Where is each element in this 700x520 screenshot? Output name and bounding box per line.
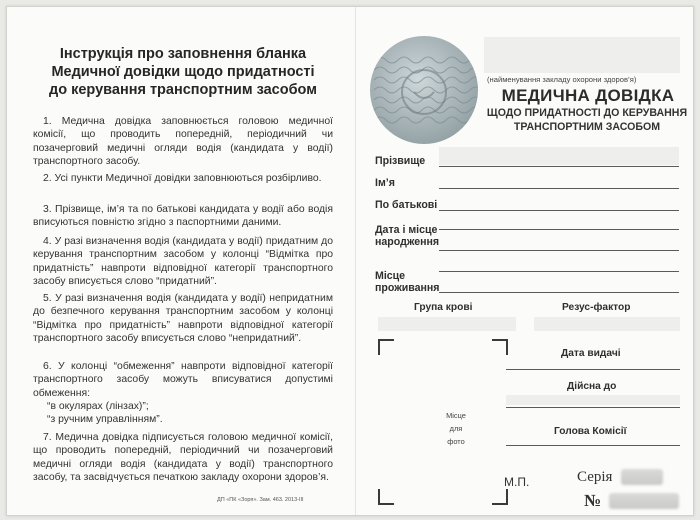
blood-group-label: Група крові bbox=[414, 302, 473, 313]
certificate-subtitle-line-2: ТРАНСПОРТНИМ ЗАСОБОМ bbox=[513, 121, 661, 133]
issue-date-label: Дата видачі bbox=[561, 348, 621, 359]
series-label: Серія bbox=[577, 469, 613, 485]
commission-head-line[interactable] bbox=[506, 445, 680, 446]
surname-field[interactable] bbox=[439, 147, 679, 165]
issue-date-line[interactable] bbox=[506, 369, 680, 370]
instruction-item-6: 6. У колонці “обмеження” навпроти відповідної категорії транспортного засобу можуть вписуватися допустимі обмеження: bbox=[33, 361, 333, 399]
photo-corner-top-left bbox=[378, 339, 394, 355]
name-field-line[interactable] bbox=[439, 188, 679, 189]
surname-underline bbox=[439, 166, 679, 167]
instruction-item-1: 1. Медична довідка заповнюється головою медичної комісії, що проводить попередній, періодичний чи позачерговий медичні огляди водія (кандидата у водії) транспортного засобу. bbox=[33, 116, 333, 168]
photo-placeholder-line-3: фото bbox=[447, 437, 465, 446]
instructions-page bbox=[7, 7, 355, 515]
instructions-title-line-3: до керування транспортним засобом bbox=[49, 82, 317, 98]
rh-factor-field[interactable] bbox=[534, 317, 680, 331]
stamp-place-label: М.П. bbox=[504, 475, 530, 489]
residence-label-line-1: Місце bbox=[375, 270, 406, 282]
medical-certificate-form bbox=[6, 6, 694, 516]
rh-factor-label: Резус-фактор bbox=[562, 302, 631, 313]
photo-placeholder-line-1: Місце bbox=[446, 411, 466, 420]
printer-note: ДП «ПК «Зоря». Зам. 463. 2013-ІІІ bbox=[217, 497, 304, 503]
patronymic-label: По батькові bbox=[375, 199, 438, 211]
residence-field-line-1[interactable] bbox=[439, 271, 679, 272]
name-label: Ім’я bbox=[375, 177, 395, 189]
number-label: № bbox=[584, 491, 602, 510]
restriction-manual-control: “з ручним управлінням”. bbox=[47, 414, 163, 425]
birth-field-line-2[interactable] bbox=[439, 250, 679, 251]
valid-until-line bbox=[506, 407, 680, 408]
instructions-title-line-2: Медичної довідки щодо придатності bbox=[51, 64, 315, 80]
instructions-title-line-1: Інструкція про заповнення бланка bbox=[59, 46, 307, 62]
residence-field-line-2[interactable] bbox=[439, 292, 679, 293]
series-value-redacted bbox=[621, 469, 663, 485]
hologram-seal-icon bbox=[370, 36, 478, 144]
birth-date-place-label-line-2: народження bbox=[375, 236, 440, 248]
patronymic-field-line[interactable] bbox=[439, 210, 679, 211]
certificate-title: МЕДИЧНА ДОВІДКА bbox=[501, 86, 675, 105]
residence-label-line-2: проживання bbox=[375, 282, 440, 294]
blood-group-field[interactable] bbox=[378, 317, 516, 331]
institution-caption: (найменування закладу охорони здоров’я) bbox=[487, 75, 637, 84]
institution-name-box bbox=[484, 37, 680, 73]
instruction-item-2: 2. Усі пункти Медичної довідки заповнюються розбірливо. bbox=[43, 173, 322, 184]
certificate-subtitle-line-1: ЩОДО ПРИДАТНОСТІ ДО КЕРУВАННЯ bbox=[486, 107, 688, 119]
birth-field-line-1[interactable] bbox=[439, 229, 679, 230]
valid-until-field[interactable] bbox=[506, 395, 680, 405]
instruction-item-5: 5. У разі визначення водія (кандидата у водії) непридатним до безпечного керування транспортним засобом у колонці “Відмітка про придатність” навпроти відповідної категорії транспортного засобу вписується слово “непридатний”. bbox=[33, 293, 333, 345]
number-value-redacted bbox=[609, 493, 679, 509]
instruction-item-4: 4. У разі визначення водія (кандидата у водії) придатним до керування транспортним засобом у колонці “Відмітка про придатність” навпроти відповідної категорії транспортного засобу вписується слово “придатний”. bbox=[33, 236, 333, 288]
instruction-item-7: 7. Медична довідка підписується головою медичної комісії, що проводить попередній, періодичний чи позачерговий медичні огляди водія (кандидата у водії) транспортного засобу, та засвідчується печаткою закладу охорони здоров’я. bbox=[33, 432, 333, 484]
surname-label: Прізвище bbox=[375, 155, 426, 167]
commission-head-label: Голова Комісії bbox=[554, 426, 627, 437]
photo-corner-top-right bbox=[492, 339, 508, 355]
instruction-item-3: 3. Прізвище, ім’я та по батькові кандидата у водії або водія вписуються повністю згідно з паспортними даними. bbox=[33, 204, 333, 229]
certificate-page bbox=[356, 7, 693, 515]
photo-corner-bottom-right bbox=[492, 489, 508, 505]
photo-corner-bottom-left bbox=[378, 489, 394, 505]
birth-date-place-label-line-1: Дата і місце bbox=[375, 224, 438, 236]
restriction-glasses: “в окулярах (лінзах)”; bbox=[47, 401, 149, 412]
photo-placeholder-line-2: для bbox=[449, 424, 463, 433]
valid-until-label: Дійсна до bbox=[567, 381, 617, 392]
